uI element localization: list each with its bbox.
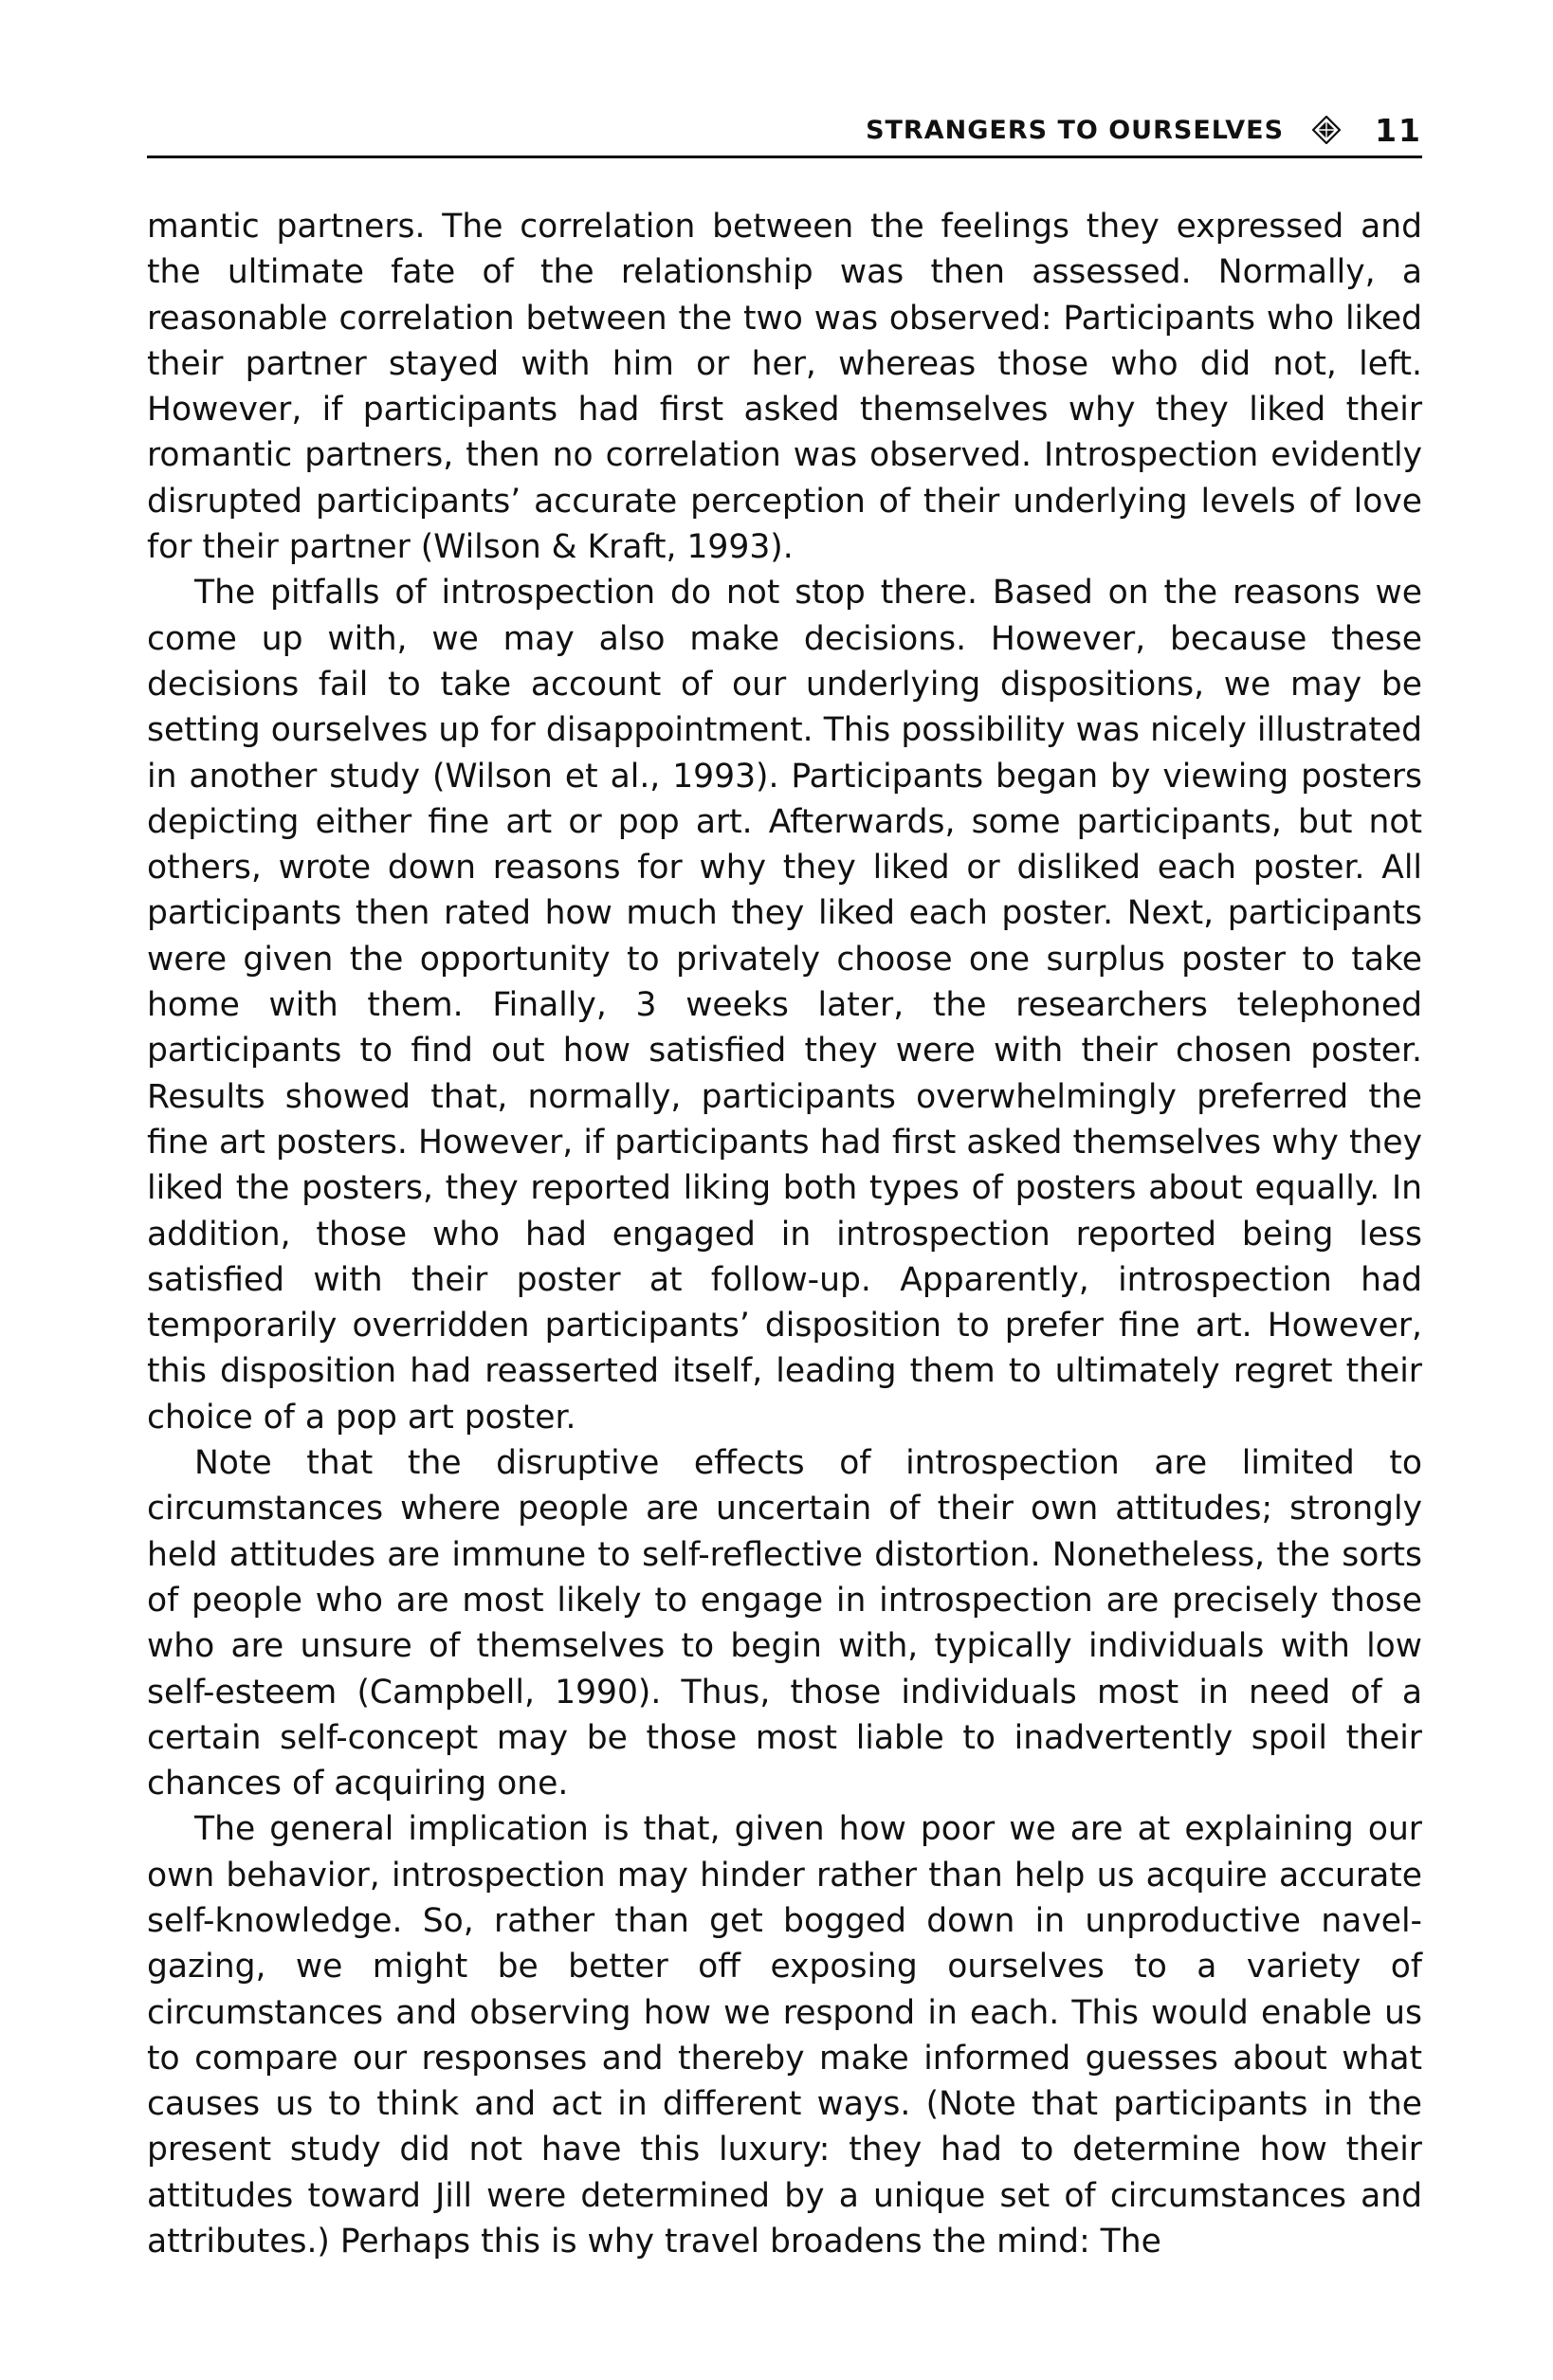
paragraph-continued: mantic partners. The correlation between the feelings they expressed and the ultimate fate of the relationship was then assessed. Normally, a reasonable correlation between the two was observed: Participants who liked their partner stayed with him or her, whereas those who did not, left. However, if participants had first asked themselves why they liked their romantic partners, then no correlation was observed. Introspection evidently disrupted participants’ accurate perception of their underlying levels of love for their partner (Wilson & Kraft, 1993). [147,208,1422,567]
body-text [147,204,1422,2264]
paragraph: Note that the disruptive effects of introspection are limited to circumstances where people are uncertain of their own attitudes; strongly held attitudes are immune to self-reflective distortion. Nonetheless, the sorts of people who are most likely to engage in introspection are precisely those who are unsure of themselves to begin with, typically individuals with low self-esteem (Campbell, 1990). Thus, those individuals most in need of a certain self-concept may be those most liable to inadvertently spoil their chances of acquiring one. [147,1444,1422,1803]
header-rule [147,156,1422,158]
running-title: STRANGERS TO OURSELVES [866,115,1285,145]
paragraph: The general implication is that, given how poor we are at explaining our own behavior, introspection may hinder rather than help us acquire accurate self-knowledge. So, rather than get bogged down in unproductive navel-gazing, we might be better off exposing ourselves to a variety of circumstances and observing how we respond in each. This would enable us to compare our responses and thereby make informed guesses about what causes us to think and act in different ways. (Note that participants in the present study did not have this luxury: they had to determine how their attitudes toward Jill were determined by a unique set of circumstances and attributes.) Perhaps this is why travel broadens the mind: The [147,1810,1422,2261]
paragraph: The pitfalls of introspection do not stop there. Based on the reasons we come up with, we may also make decisions. However, because these decisions fail to take account of our underlying dispositions, we may be setting ourselves up for disappointment. This possibility was nicely illustrated in another study (Wilson et al., 1993). Participants began by viewing posters depicting either fine art or pop art. Afterwards, some participants, but not others, wrote down reasons for why they liked or disliked each poster. All participants then rated how much they liked each poster. Next, participants were given the opportunity to privately choose one surplus poster to take home with them. Finally, 3 weeks later, the researchers telephoned participants to find out how satisfied they were with their chosen poster. Results showed that, normally, participants overwhelmingly preferred the fine art posters. However, if participants had first asked themselves why they liked the posters, they reported liking both types of posters about equally. In addition, those who had engaged in introspection reported being less satisfied with their poster at follow-up. Apparently, introspection had temporarily overridden participants’ disposition to prefer fine art. However, this disposition had reasserted itself, leading them to ultimately regret their choice of a pop art poster. [147,574,1422,1437]
diamond-ornament-icon [1312,116,1341,144]
running-head [147,106,1422,154]
page-number: 11 [1375,111,1422,149]
